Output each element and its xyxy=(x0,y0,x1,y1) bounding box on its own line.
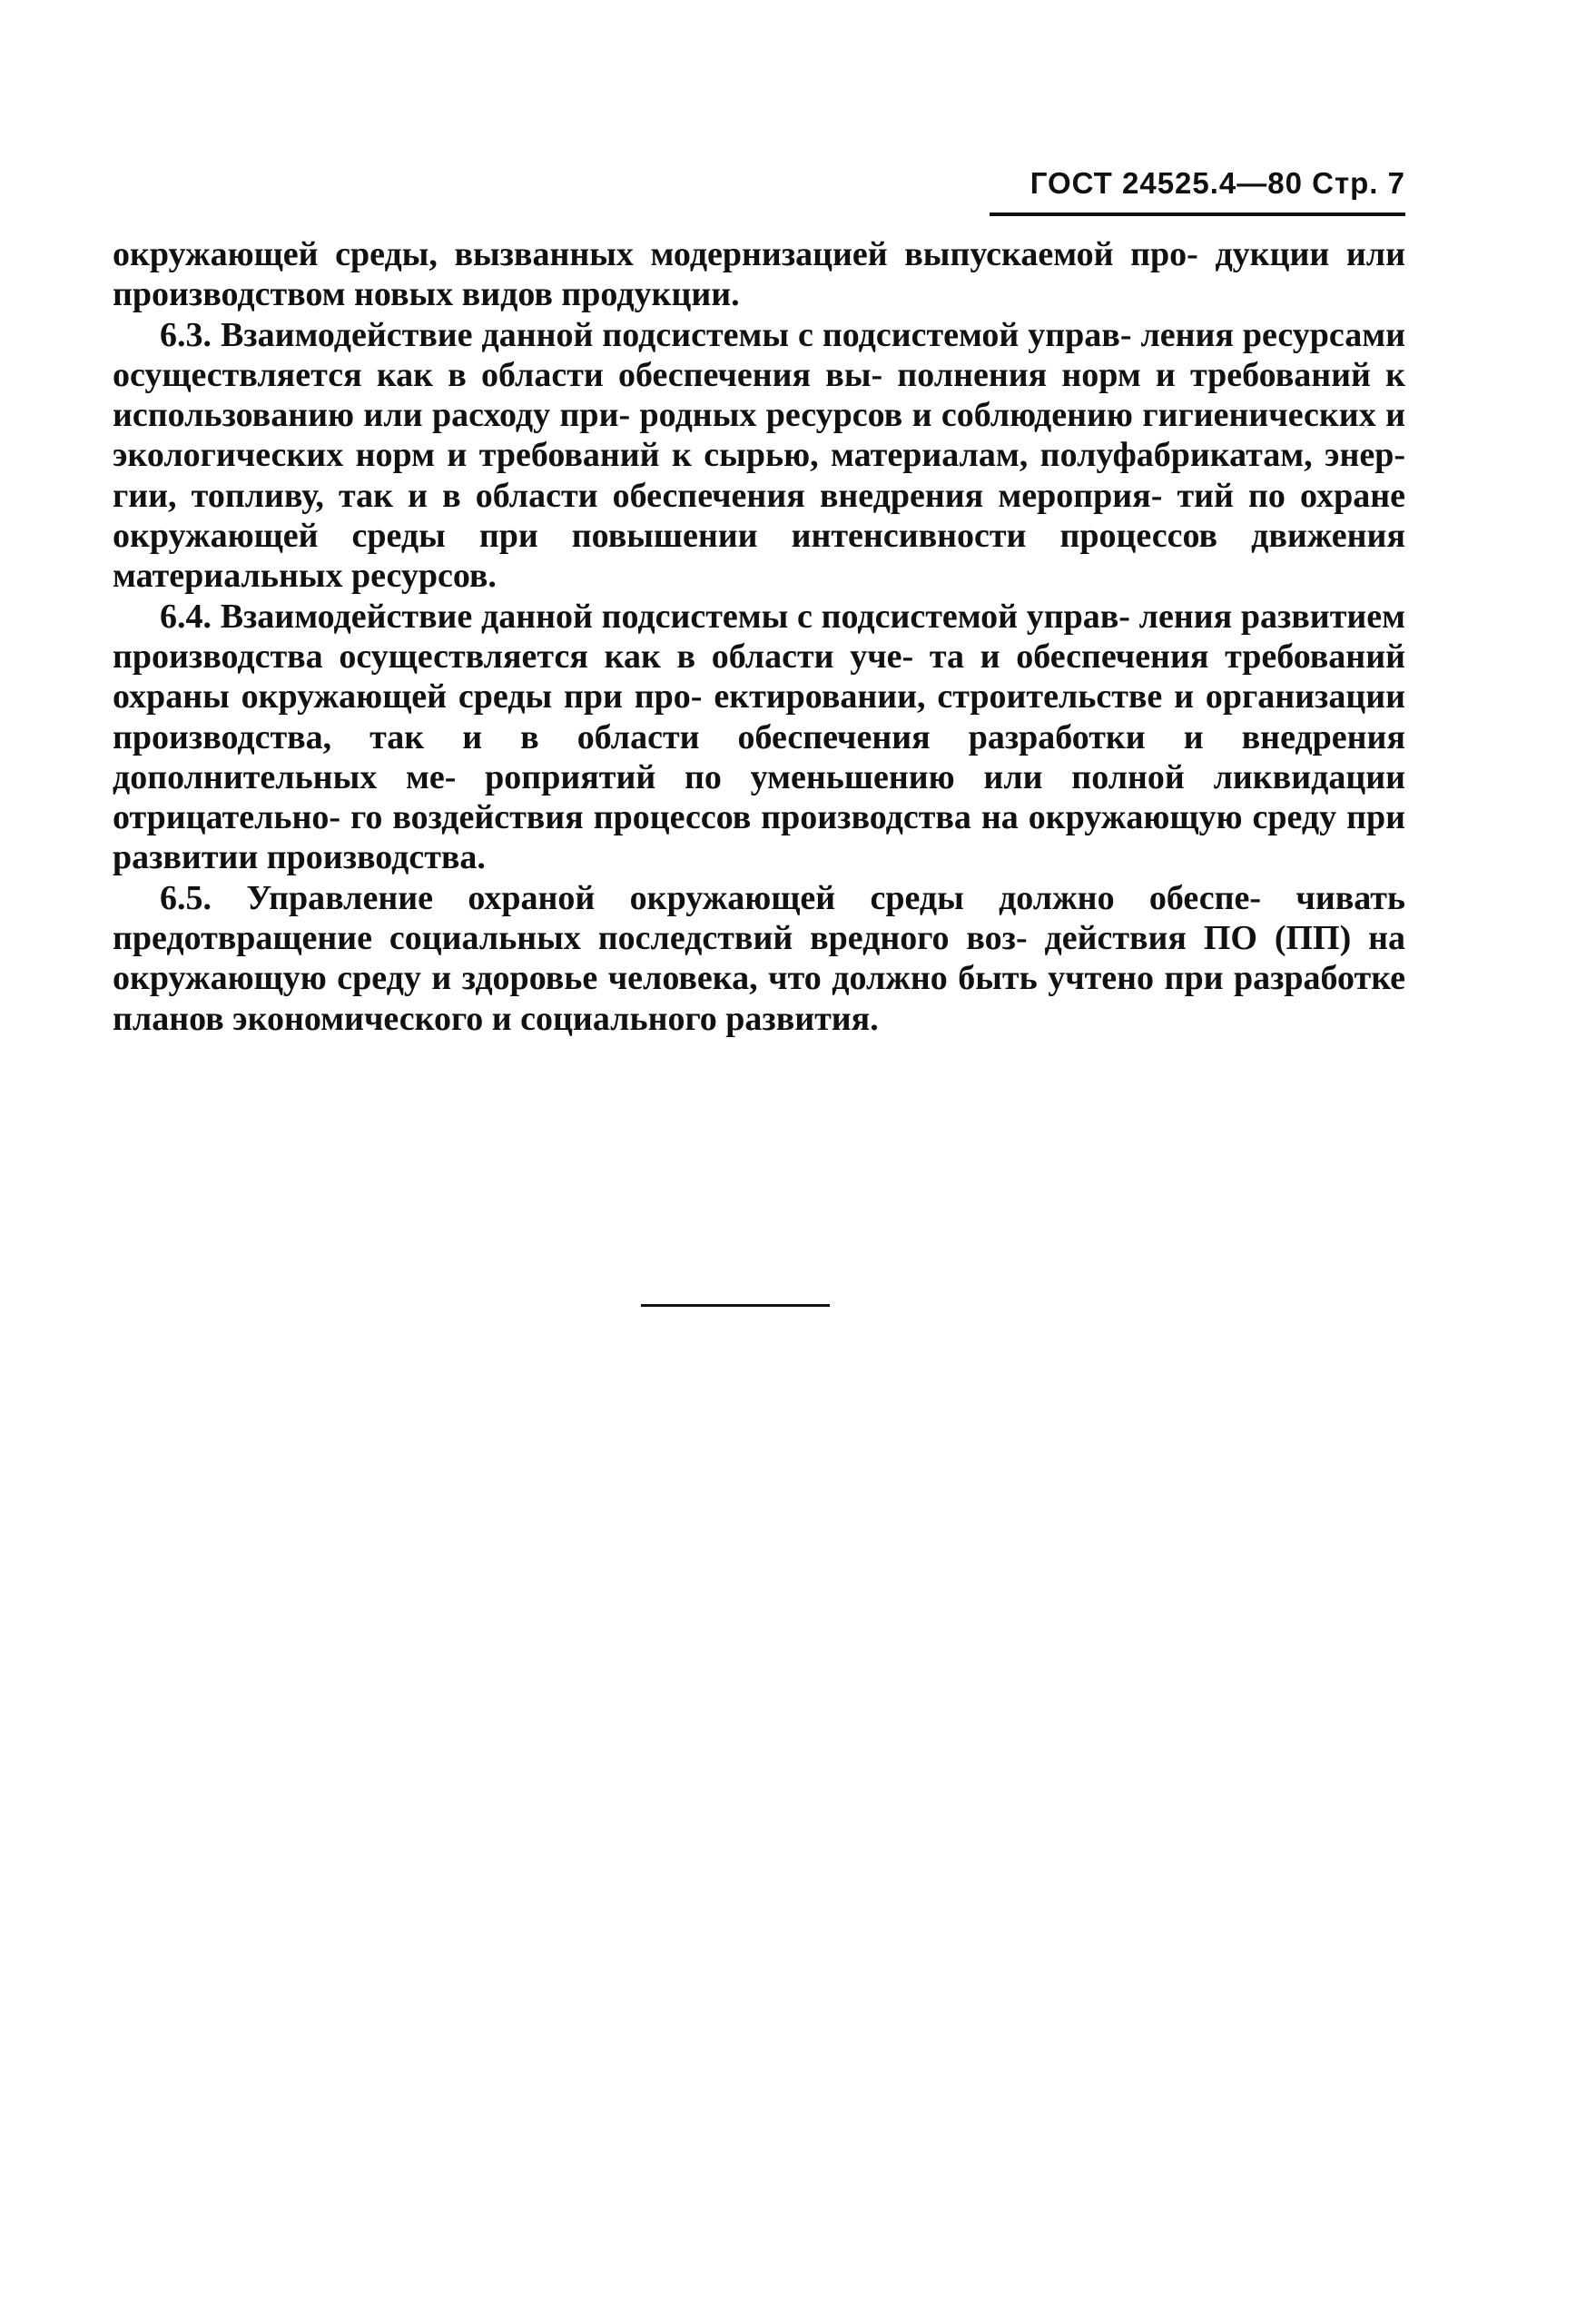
header-text: ГОСТ 24525.4—80 Стр. 7 xyxy=(1030,166,1405,200)
text-line: 6.4. Взаимодействие данной подсистемы с подсистемой управ- xyxy=(160,597,1130,636)
text-line: 6.3. Взаимодействие данной подсистемы с подсистемой управ- xyxy=(160,315,1132,354)
text-line: родных ресурсов и соблюдению гигиенических и экологических xyxy=(113,396,1406,475)
text-line: роприятий по уменьшению или полной ликвидации отрицательно- xyxy=(113,757,1405,837)
text-line: дукции или производством новых видов продукции. xyxy=(113,235,1405,314)
text-line: ления развитием производства осуществляется как в области уче- xyxy=(113,597,1405,676)
paragraph-6-4 xyxy=(113,597,1405,878)
paragraph-continuation xyxy=(113,234,1405,315)
text-line: области обеспечения разработки и внедрения дополнительных ме- xyxy=(113,717,1406,796)
text-line: тий по охране окружающей среды при повышении интенсивности xyxy=(113,476,1405,556)
paragraph-6-5 xyxy=(113,878,1405,1039)
text-line: ектировании, строительстве и организации производства, так и в xyxy=(113,677,1406,756)
text-line: окружающей среды, вызванных модернизацией выпускаемой про- xyxy=(113,235,1198,273)
text-line: чивать предотвращение социальных последствий вредного воз- xyxy=(113,878,1406,958)
text-line: процессов движения материальных ресурсов. xyxy=(113,517,1406,596)
text-line: та и обеспечения требований охраны окружающей среды при про- xyxy=(113,637,1405,717)
paragraph-6-3 xyxy=(113,315,1405,597)
text-line: норм и требований к сырью, материалам, полуфабрикатам, энер- xyxy=(355,436,1405,475)
text-line: го воздействия процессов производства на окружающую среду при xyxy=(350,798,1405,837)
text-line: и социального развития. xyxy=(491,999,879,1038)
text-line: полнения норм и требований к использованию или расходу при- xyxy=(113,355,1405,435)
text-line: действия ПО (ПП) на окружающую среду и здоровье человека, xyxy=(113,919,1405,998)
body-text xyxy=(113,234,1405,1039)
text-line: ления ресурсами осуществляется как в области обеспечения вы- xyxy=(113,315,1405,394)
text-line: 6.5. Управление охраной окружающей среды должно обеспе- xyxy=(160,878,1262,917)
text-line: что должно быть учтено при разработке планов экономического xyxy=(113,959,1406,1038)
text-line: развитии производства. xyxy=(113,838,486,877)
text-line: гии, топливу, так и в области обеспечения внедрения мероприя- xyxy=(113,476,1163,515)
page-header xyxy=(990,162,1405,216)
end-of-text-rule xyxy=(641,1304,830,1307)
